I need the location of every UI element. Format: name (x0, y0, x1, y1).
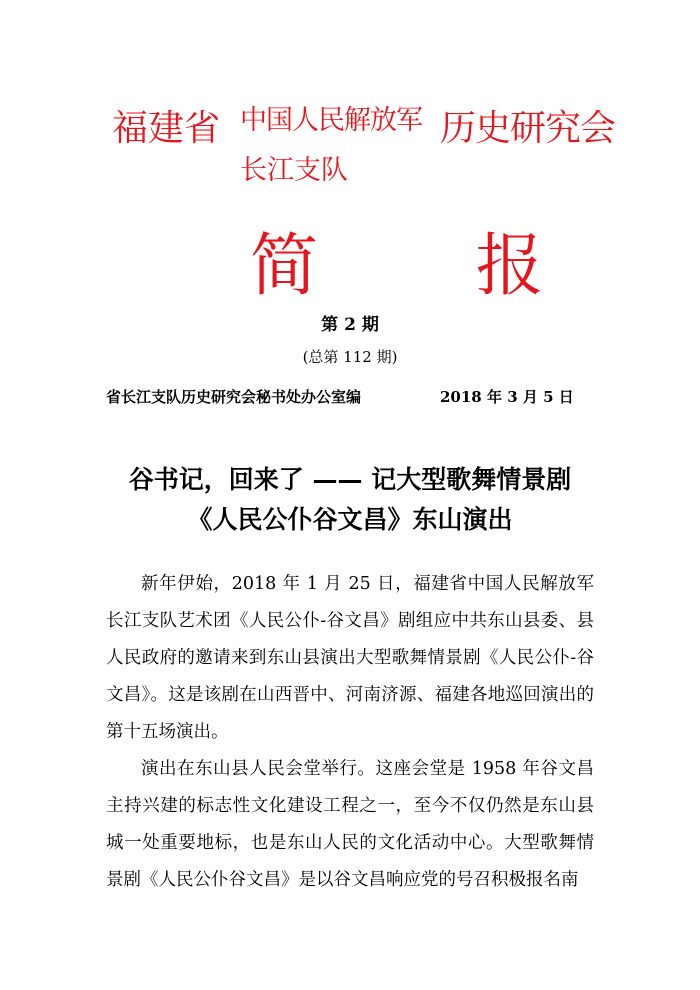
article-title-line2: 《人民公仆谷文昌》东山演出 (187, 505, 513, 534)
issue-number: 第 2 期 (321, 315, 379, 335)
editor-line: 省长江支队历史研究会秘书处办公室编 (106, 388, 362, 406)
article-paragraph: 演出在东山县人民会堂举行。这座会堂是 1958 年谷文昌主持兴建的标志性文化建设工程之一，至今不仅仍然是东山县城一处重要地标，也是东山人民的文化活动中心。大型歌舞情景剧《人民公仆谷文昌》是以谷文昌响应党的号召积极报名南 (106, 759, 594, 890)
article-paragraph: 新年伊始，2018 年 1 月 25 日，福建省中国人民解放军长江支队艺术团《人民公仆-谷文昌》剧组应中共东山县委、县人民政府的邀请来到东山县演出大型歌舞情景剧《人民公仆-谷文昌》。这是该剧在山西晋中、河南济源、福建各地巡回演出的第十五场演出。 (106, 574, 594, 742)
doc-type-title: 简 报 (250, 227, 612, 306)
article-title-line1: 谷书记，回来了 —— 记大型歌舞情景剧 (128, 465, 572, 494)
publish-date: 2018 年 3 月 5 日 (440, 388, 574, 406)
header-org-right: 历史研究会 (440, 108, 616, 149)
header-org-sub: 长江支队 (240, 155, 348, 186)
article-body (106, 566, 594, 899)
header-org-middle: 中国人民解放军 (240, 105, 422, 136)
header-org-left: 福建省 (112, 108, 221, 149)
issue-total: (总第 112 期) (302, 348, 398, 366)
